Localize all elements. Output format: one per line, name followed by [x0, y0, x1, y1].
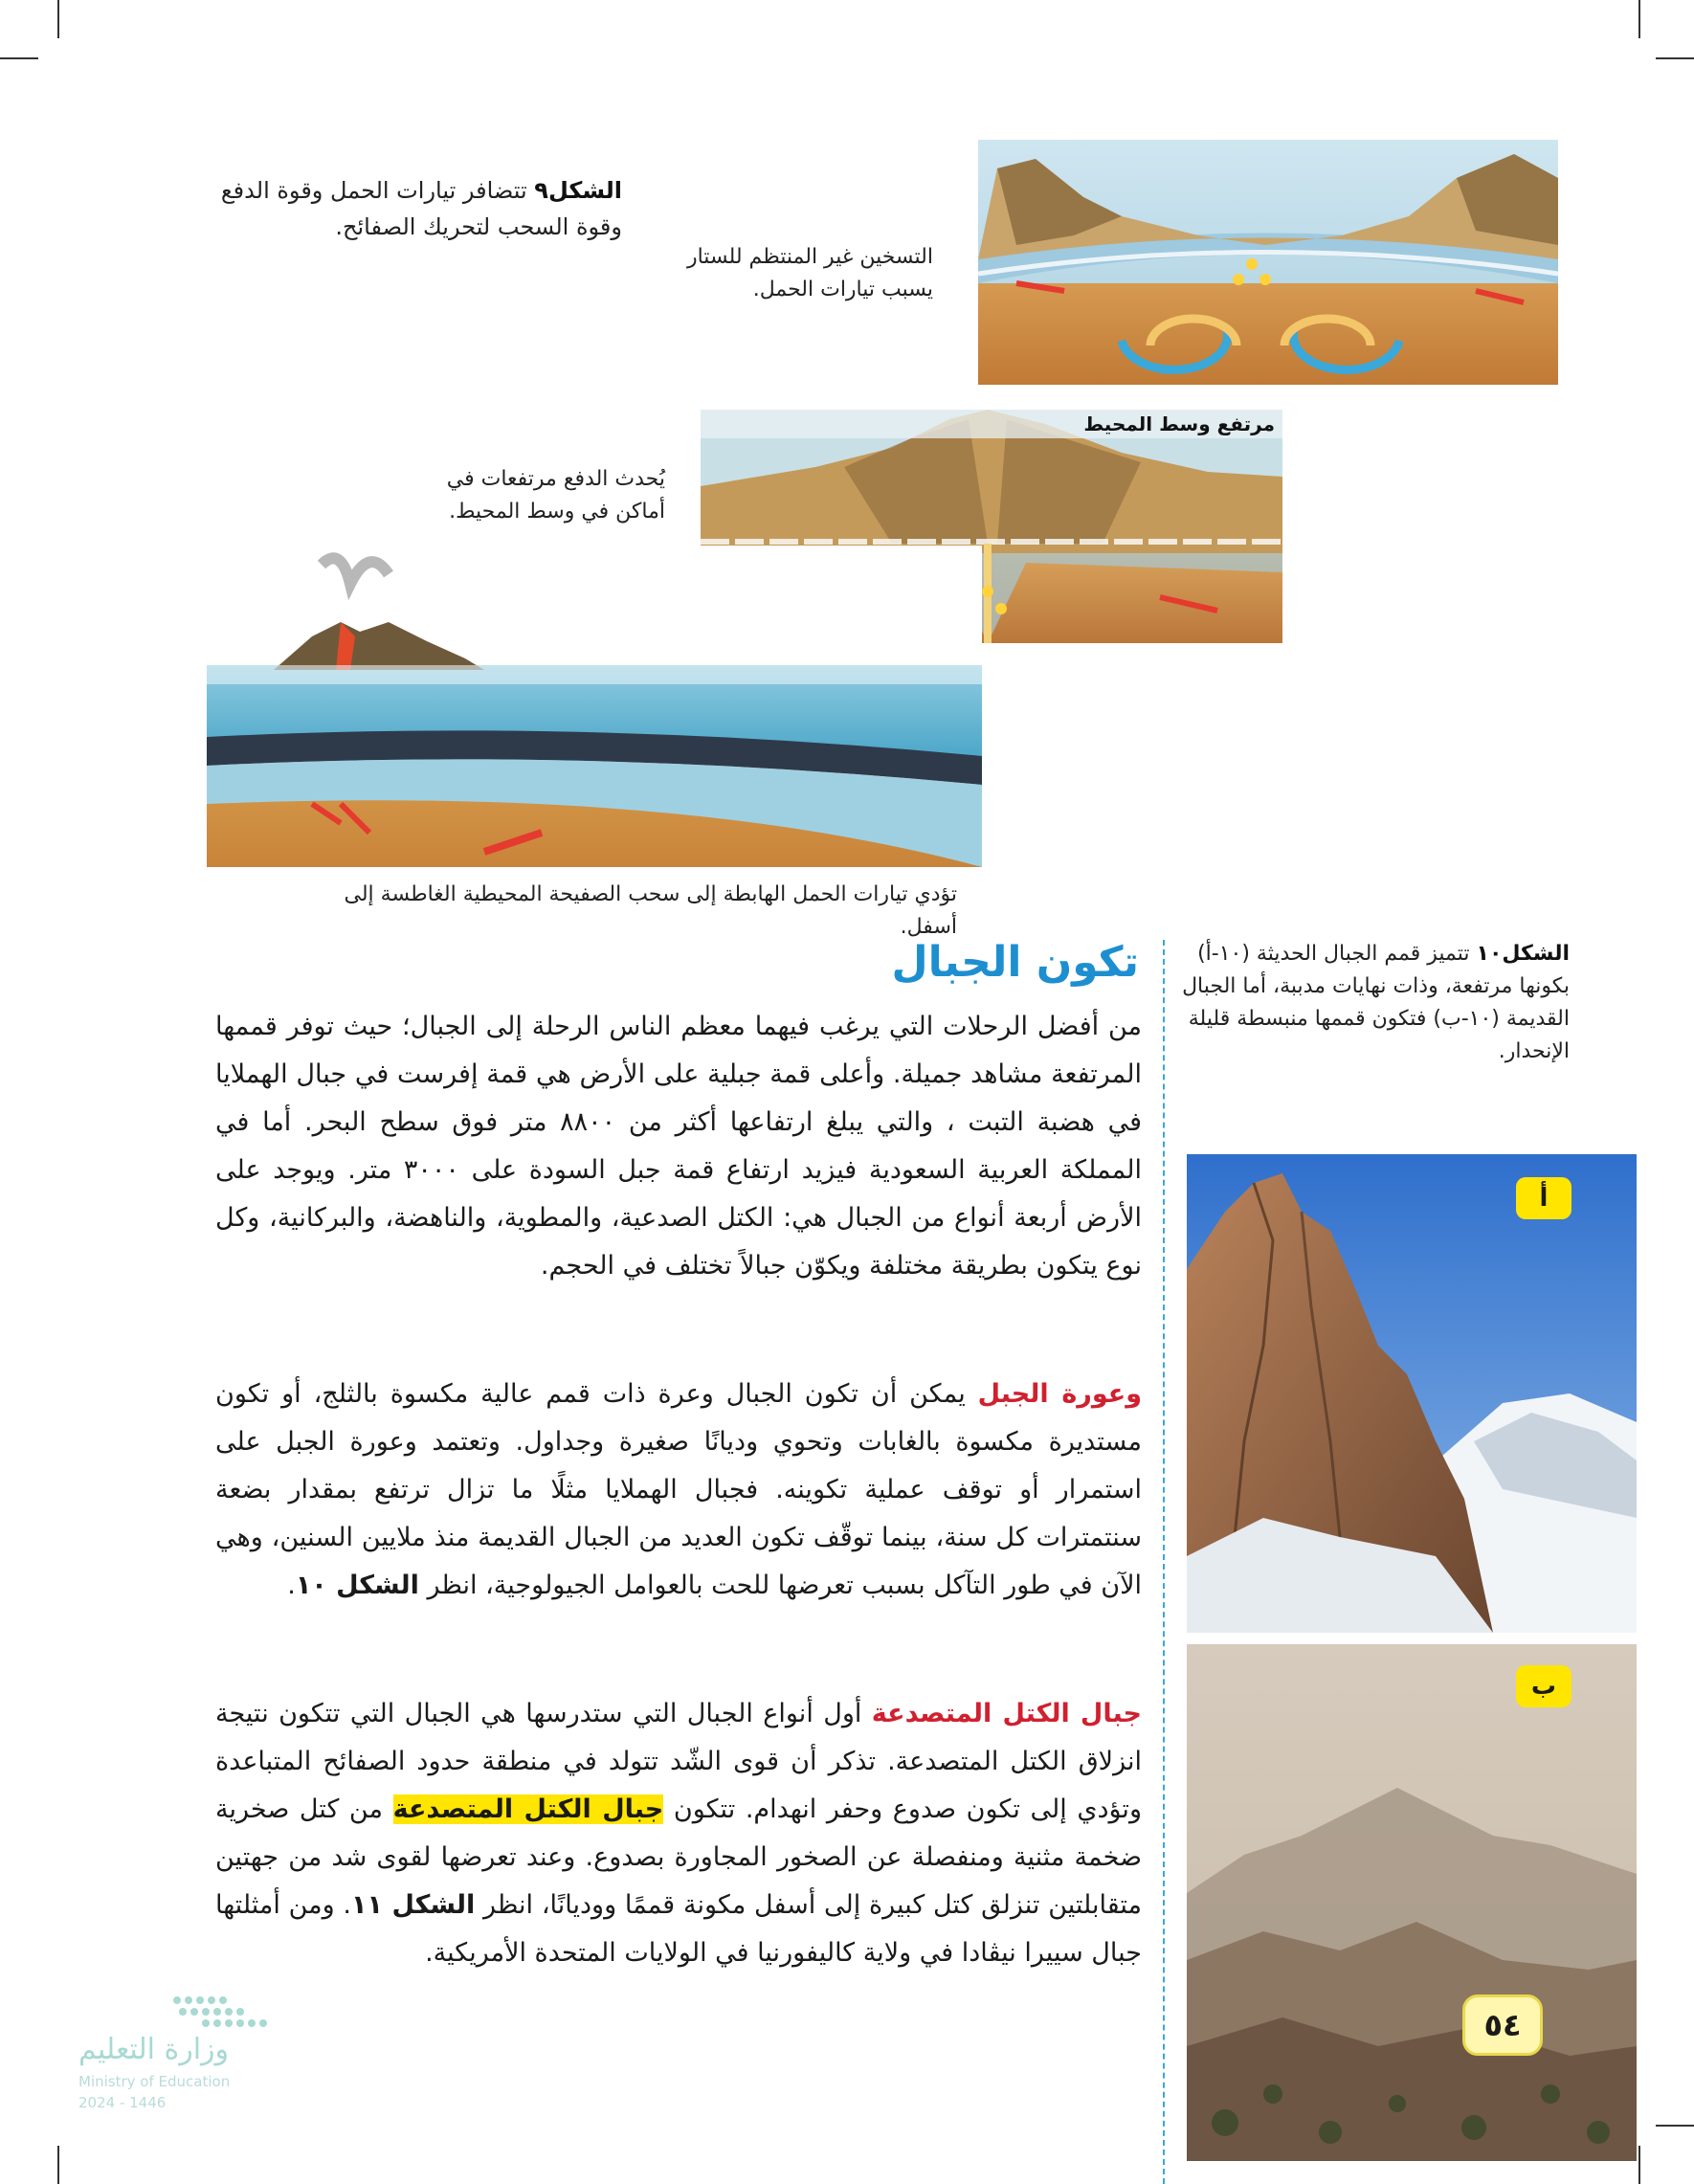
figure10-reference: الشكل ١٠	[295, 1571, 419, 1600]
young-mountains-photo	[1187, 1154, 1637, 1633]
ministry-name-en: Ministry of Education	[78, 2073, 231, 2090]
figure9-caption	[220, 172, 622, 245]
edition-year: 2024 - 1446	[78, 2094, 167, 2111]
subduction-diagram	[197, 546, 982, 867]
badge-b: ب	[1516, 1665, 1571, 1707]
paragraph-fault-block	[215, 1690, 1142, 1977]
figure9-label-pull: تؤدي تيارات الحمل الهابطة إلى سحب الصفيحة المحيطية الغاطسة إلى أسفل.	[344, 882, 957, 939]
paragraph-intro: من أفضل الرحلات التي يرغب فيهما معظم الناس الرحلة إلى الجبال؛ حيث توفر قممها المرتفعة مشاهد جميلة. وأعلى قمة جبلية على الأرض هي قمة إفرست في جبال الهملايا في هضبة التبت ، والتي يبلغ ارتفاعها أكثر من ٨٨٠٠ متر فوق سطح البحر. أما في المملكة العربية السعودية فيزيد ارتفاع قمة جبل السودة على ٣٠٠٠ متر. ويوجد على الأرض أربعة أنواع من الجبال هي: الكتل الصدعية، والمطوية، والناهضة، والبركانية، وكل نوع يتكون بطريقة مختلفة ويكوّن جبالاً تختلف في الحجم.	[215, 1012, 1142, 1281]
figure11-reference: الشكل ١١	[351, 1890, 476, 1920]
ministry-logo-icon	[167, 1991, 282, 2029]
figure9-label-push: يُحدث الدفع مرتفعات في أماكن في وسط المحيط.	[446, 467, 665, 524]
crop-mark	[57, 0, 59, 38]
crop-mark	[1656, 57, 1694, 59]
crop-mark	[57, 2146, 59, 2184]
old-mountains-photo	[1187, 1644, 1637, 2161]
paragraph-fault-block-text-c: . ومن أمثلتها جبال سييرا نيڤادا في ولاية كاليفورنيا في الولايات المتحدة الأمريكية.	[215, 1890, 1142, 1968]
column-divider	[1163, 940, 1165, 2184]
term-fault-block-mountains: جبال الكتل المتصدعة	[871, 1699, 1142, 1728]
crop-mark	[1638, 0, 1640, 38]
figure10-caption-text: تتميز قمم الجبال الحديثة (١٠-أ) بكونها مرتفعة، وذات نهايات مدببة، أما الجبال القديمة (١٠-ب) فتكون قممها منبسطة قليلة الإنحدار.	[1182, 942, 1570, 1063]
badge-a: أ	[1516, 1177, 1571, 1219]
paragraph-fault-block-text-b: من كتل صخرية ضخمة مثنية ومنفصلة عن الصخور المجاورة بصدوع. وعند تعرضها لقوى شد من جهتين متقابلتين تنزلق كتل كبيرة إلى أسفل مكونة قممًا ووديانًا، انظر	[215, 1794, 1142, 1920]
page-number: ٥٤	[1462, 1995, 1543, 2056]
figure9-label-heating: التسخين غير المنتظم للستار يسبب تيارات الحمل.	[686, 245, 933, 301]
crop-mark	[1656, 2125, 1694, 2127]
convection-diagram	[978, 140, 1558, 385]
section-title: تكون الجبال	[891, 938, 1139, 987]
highlighted-term: جبال الكتل المتصدعة	[392, 1794, 664, 1824]
ministry-name-ar: وزارة التعليم	[78, 2033, 230, 2066]
figure10-caption	[1177, 938, 1570, 1068]
paragraph-ruggedness: وعورة الجبل يمكن أن تكون الجبال وعرة ذات قمم عالية مكسوة بالثلج، أو تكون مستديرة مكسوة بالغابات وتحوي وديانًا صغيرة وجداول. وتعتمد وعورة الجبل على استمرار أو توقف عملية تكوينه. فجبال الهملايا مثلًا ما تزال ترتفع بمقدار بضعة سنتمترات كل سنة، بينما توقّف تكون العديد من الجبال القديمة منذ ملايين السنين، وهي الآن في طور التآكل بسبب تعرضها للحت بالعوامل الجيولوجية، انظر الشكل ١٠.	[215, 1379, 1142, 1600]
ridge-title: مرتفع وسط المحيط	[1083, 412, 1275, 435]
term-ruggedness: وعورة الجبل	[977, 1379, 1142, 1409]
paragraph-ruggedness-text: يمكن أن تكون الجبال وعرة ذات قمم عالية مكسوة بالثلج، أو تكون مستديرة مكسوة بالغابات وتحوي وديانًا صغيرة وجداول. وتعتمد وعورة الجبل على استمرار أو توقف عملية تكوينه. فجبال الهملايا مثلًا ما تزال ترتفع بمقدار بضعة سنتمترات كل سنة، بينما توقّف تكون العديد من الجبال القديمة منذ ملايين السنين، وهي الآن في طور التآكل بسبب تعرضها للحت بالعوامل الجيولوجية، انظر	[215, 1379, 1142, 1600]
paragraph-fault-block-text-a: أول أنواع الجبال التي ستدرسها هي الجبال التي تتكون نتيجة انزلاق الكتل المتصدعة. تذكر أن قوى الشّد تتولد في منطقة حدود الصفائح المتباعدة وتؤدي إلى تكون صدوع وحفر انهدام. تتكون	[215, 1699, 1142, 1824]
figure10-caption-label: الشكل١٠	[1476, 942, 1570, 966]
crop-mark	[1638, 2146, 1640, 2184]
figure9-caption-text: تتضافر تيارات الحمل وقوة الدفع وقوة السحب لتحريك الصفائح.	[220, 177, 622, 240]
figure9-caption-label: الشكل٩	[534, 177, 622, 204]
crop-mark	[0, 57, 38, 59]
